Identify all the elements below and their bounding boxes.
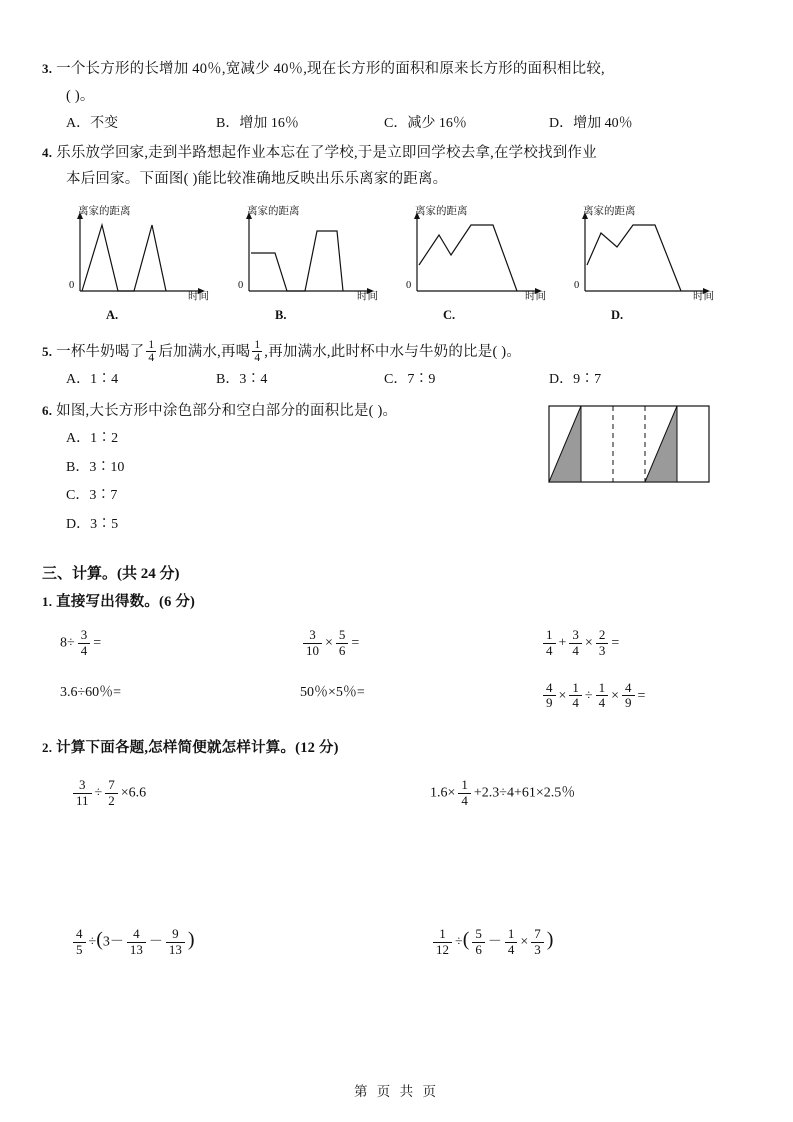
problem-1-6: $\frac{4}{9}$ × $\frac{1}{4}$ ÷ $\frac{1}{4}$ × $\frac{4}{9}$ = xyxy=(540,681,754,712)
problem-1-3: $\frac{1}{4}$ + $\frac{3}{4}$ × $\frac{2}{3}$ = xyxy=(540,628,754,659)
fraction: $\frac{4}{9}$ xyxy=(622,681,635,712)
section3-part1-title-line xyxy=(42,589,754,616)
option-a[interactable]: A．不变 xyxy=(66,115,119,131)
fraction: $\frac{9}{13}$ xyxy=(166,927,185,958)
question-4 xyxy=(42,140,754,194)
question-3-options xyxy=(66,112,754,132)
option-d[interactable]: D．9∶7 xyxy=(549,372,602,388)
graph-a-svg xyxy=(60,203,215,321)
problem-2-3: $\frac{4}{5}$ ÷(3－ $\frac{4}{13}$ － $\frac{9}{13}$ ) xyxy=(70,927,430,958)
fraction: $\frac{1}{4}$ xyxy=(543,628,556,659)
graph-b-svg xyxy=(229,203,384,321)
problem-1-4: 3.6÷60％= xyxy=(60,684,122,700)
fraction: $\frac{5}{6}$ xyxy=(472,927,485,958)
fraction: $\frac{1}{4}$ xyxy=(596,681,609,712)
question-5-text-2: 后加满水,再喝 xyxy=(158,344,251,361)
question-5-text-3: ,再加满水,此时杯中水与牛奶的比是( )。 xyxy=(264,344,522,361)
option-d[interactable]: D．增加 40％ xyxy=(549,115,633,131)
question-4-text-2: 本后回家。下面图( )能比较准确地反映出乐乐离家的距离。 xyxy=(66,171,448,188)
fraction: $\frac{4}{9}$ xyxy=(543,681,556,712)
problem-2-1: $\frac{3}{11}$ ÷ $\frac{7}{2}$ ×6.6 xyxy=(70,778,430,809)
question-3-number: 3. xyxy=(42,61,53,76)
section3-part2-title-line xyxy=(42,735,754,762)
option-b[interactable]: B．3∶10 xyxy=(66,459,125,475)
fraction: $\frac{2}{3}$ xyxy=(596,628,609,659)
question-6-text: 如图,大长方形中涂色部分和空白部分的面积比是( )。 xyxy=(56,403,398,420)
fraction-one-quarter: $\frac{1}{4}$ xyxy=(148,338,155,365)
fraction: $\frac{5}{6}$ xyxy=(336,628,349,659)
graph-d-x-label: 时间 xyxy=(693,291,714,303)
problem-1-1: 8÷ $\frac{3}{4}$ = xyxy=(60,626,102,658)
option-a[interactable]: A．1∶2 xyxy=(66,431,119,447)
question-6 xyxy=(42,398,754,540)
page-footer: 第 页 共 页 xyxy=(353,1084,440,1099)
graph-option-a xyxy=(60,203,215,321)
graph-c-caption: C. xyxy=(443,308,456,323)
question-6-number: 6. xyxy=(42,403,53,419)
question-3 xyxy=(42,56,754,110)
fraction: $\frac{1}{4}$ xyxy=(458,778,471,809)
option-c[interactable]: C．减少 16％ xyxy=(384,115,467,131)
fraction: $\frac{3}{4}$ xyxy=(569,628,582,659)
fraction: $\frac{1}{4}$ xyxy=(505,927,518,958)
fraction: $\frac{1}{12}$ xyxy=(433,927,452,958)
problem-1-5: 50％×5％= xyxy=(300,684,365,700)
graph-d-y-label: 离家的距离 xyxy=(583,206,636,218)
fraction: $\frac{3}{4}$ xyxy=(78,628,91,659)
part2-problems xyxy=(70,778,754,958)
fraction: $\frac{7}{3}$ xyxy=(531,927,544,958)
problem-1-2: $\frac{3}{10}$ × $\frac{5}{6}$ = xyxy=(300,628,540,659)
section-heading-3: 三、计算。(共 24 分) xyxy=(42,565,180,582)
graph-option-c xyxy=(397,203,552,321)
fraction: $\frac{4}{5}$ xyxy=(73,927,86,958)
option-a[interactable]: A．1∶4 xyxy=(66,372,119,388)
graph-a-origin-label: 0 xyxy=(69,280,75,292)
option-b[interactable]: B．3∶4 xyxy=(216,372,268,388)
part1-title: 直接写出得数。(6 分) xyxy=(56,593,196,610)
question-6-figure xyxy=(547,398,712,490)
graph-b-y-label: 离家的距离 xyxy=(247,206,300,218)
graph-c-svg xyxy=(397,203,552,321)
question-3-text-2: ( )。 xyxy=(66,87,95,104)
graph-c-x-label: 时间 xyxy=(525,291,546,303)
option-c[interactable]: C．7∶9 xyxy=(384,372,436,388)
fraction: $\frac{4}{13}$ xyxy=(127,927,146,958)
question-5-text-1: 一杯牛奶喝了 xyxy=(56,344,145,361)
graph-b-origin-label: 0 xyxy=(238,280,244,292)
question-5 xyxy=(42,339,754,366)
graph-b-caption: B. xyxy=(275,308,287,323)
question-3-text: 一个长方形的长增加 40％,宽减少 40％,现在长方形的面积和原来长方形的面积相比较, xyxy=(56,61,605,77)
fraction: $\frac{7}{2}$ xyxy=(105,778,118,809)
fraction: $\frac{3}{11}$ xyxy=(73,778,92,809)
part2-title: 计算下面各题,怎样简便就怎样计算。(12 分) xyxy=(56,740,339,757)
problem-2-4: $\frac{1}{12}$ ÷( $\frac{5}{6}$ － $\frac{1}{4}$ × $\frac{7}{3}$ ) xyxy=(430,927,754,958)
part1-number: 1. xyxy=(42,593,53,609)
graph-c-origin-label: 0 xyxy=(406,280,412,292)
graph-b-x-label: 时间 xyxy=(357,291,378,303)
graph-option-d xyxy=(565,203,720,321)
problem-2-2: 1.6× $\frac{1}{4}$ +2.3÷4+61×2.5％ xyxy=(430,777,576,809)
fraction: $\frac{3}{10}$ xyxy=(303,628,322,659)
graph-a-x-label: 时间 xyxy=(188,291,209,303)
graph-a-y-label: 离家的距离 xyxy=(78,206,131,218)
question-4-text: 乐乐放学回家,走到半路想起作业本忘在了学校,于是立即回学校去拿,在学校找到作业 xyxy=(56,144,597,161)
question-4-number: 4. xyxy=(42,144,53,160)
graph-a-caption: A. xyxy=(106,308,119,323)
fraction-one-quarter-2: $\frac{1}{4}$ xyxy=(254,338,261,365)
graph-d-origin-label: 0 xyxy=(574,280,580,292)
graph-c-y-label: 离家的距离 xyxy=(415,206,468,218)
option-b[interactable]: B．增加 16％ xyxy=(216,115,299,131)
question-5-number: 5. xyxy=(42,344,53,360)
question-4-graphs xyxy=(52,203,754,323)
fraction: $\frac{1}{4}$ xyxy=(569,681,582,712)
option-d[interactable]: D．3∶5 xyxy=(66,517,119,533)
shaded-rectangle-figure xyxy=(547,398,712,490)
part1-problems xyxy=(60,628,754,712)
graph-option-b xyxy=(229,203,384,321)
part2-number: 2. xyxy=(42,740,53,756)
graph-d-caption: D. xyxy=(611,308,624,323)
page-content xyxy=(42,56,754,958)
question-5-options xyxy=(66,368,754,388)
graph-d-svg xyxy=(565,203,720,321)
option-c[interactable]: C．3∶7 xyxy=(66,488,118,504)
